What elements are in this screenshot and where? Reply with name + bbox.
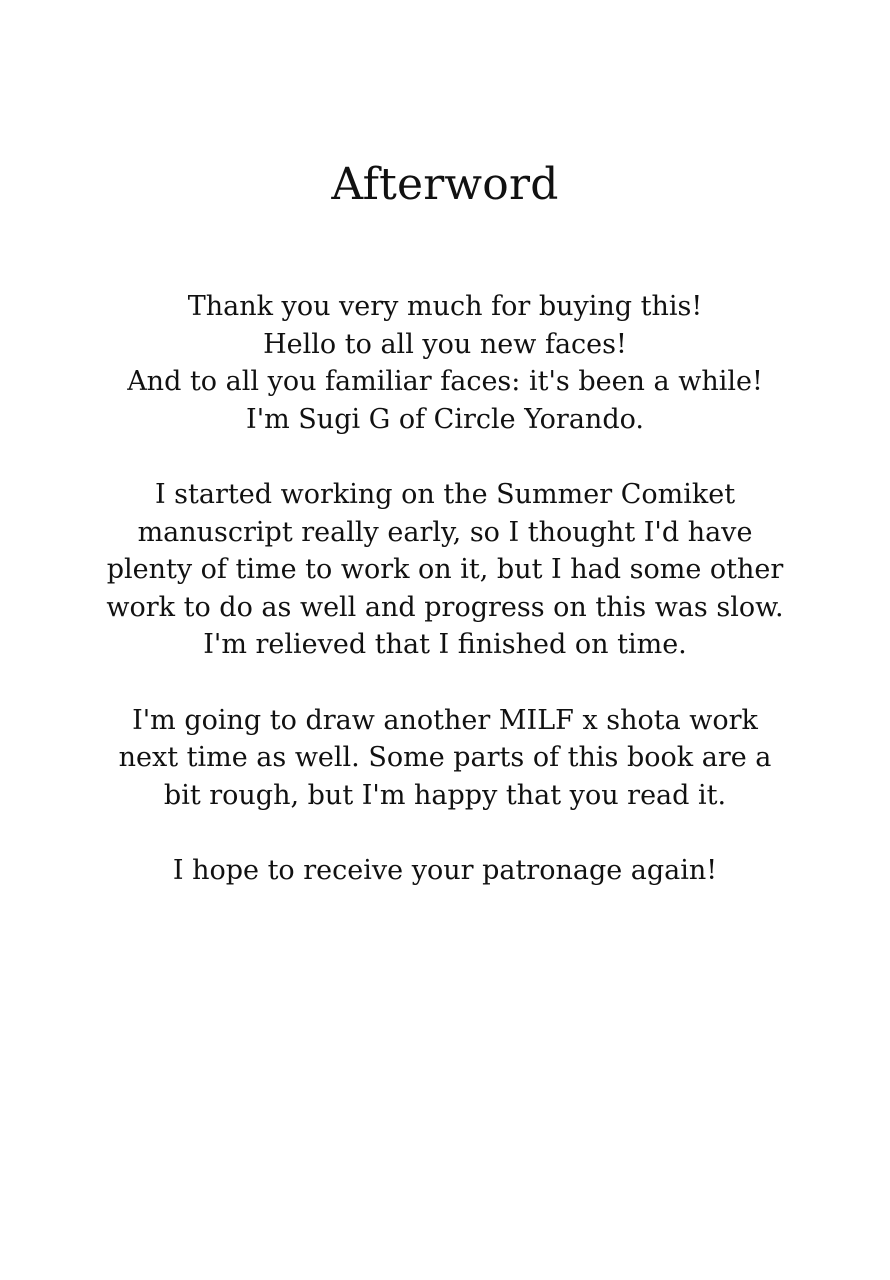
text-line: I'm relieved that I finished on time. (203, 629, 687, 660)
text-line: And to all you familiar faces: it's been a while! (127, 366, 763, 397)
text-line: I hope to receive your patronage again! (172, 855, 718, 886)
text-line: I'm Sugi G of Circle Yorando. (246, 403, 644, 435)
text-line: plenty of time to work on it, but I had some other (106, 554, 784, 585)
text-line: Thank you very much for buying this! (187, 291, 703, 322)
page-title: Afterword (331, 159, 559, 210)
text-line: Hello to all you new faces! (263, 328, 627, 360)
text-line: manuscript really early, so I thought I'd have (137, 516, 753, 548)
afterword-body (0, 288, 890, 928)
paragraph-progress (0, 476, 890, 664)
paragraph-next-work (0, 702, 890, 815)
text-line: I'm going to draw another MILF x shota work (132, 704, 758, 736)
paragraph-greeting (0, 288, 890, 438)
text-line: bit rough, but I'm happy that you read it. (163, 779, 727, 811)
text-line: I started working on the Summer Comiket (154, 479, 736, 510)
text-line: next time as well. Some parts of this book are a (118, 742, 772, 773)
text-line: work to do as well and progress on this was slow. (106, 591, 784, 623)
paragraph-closing (0, 852, 890, 890)
